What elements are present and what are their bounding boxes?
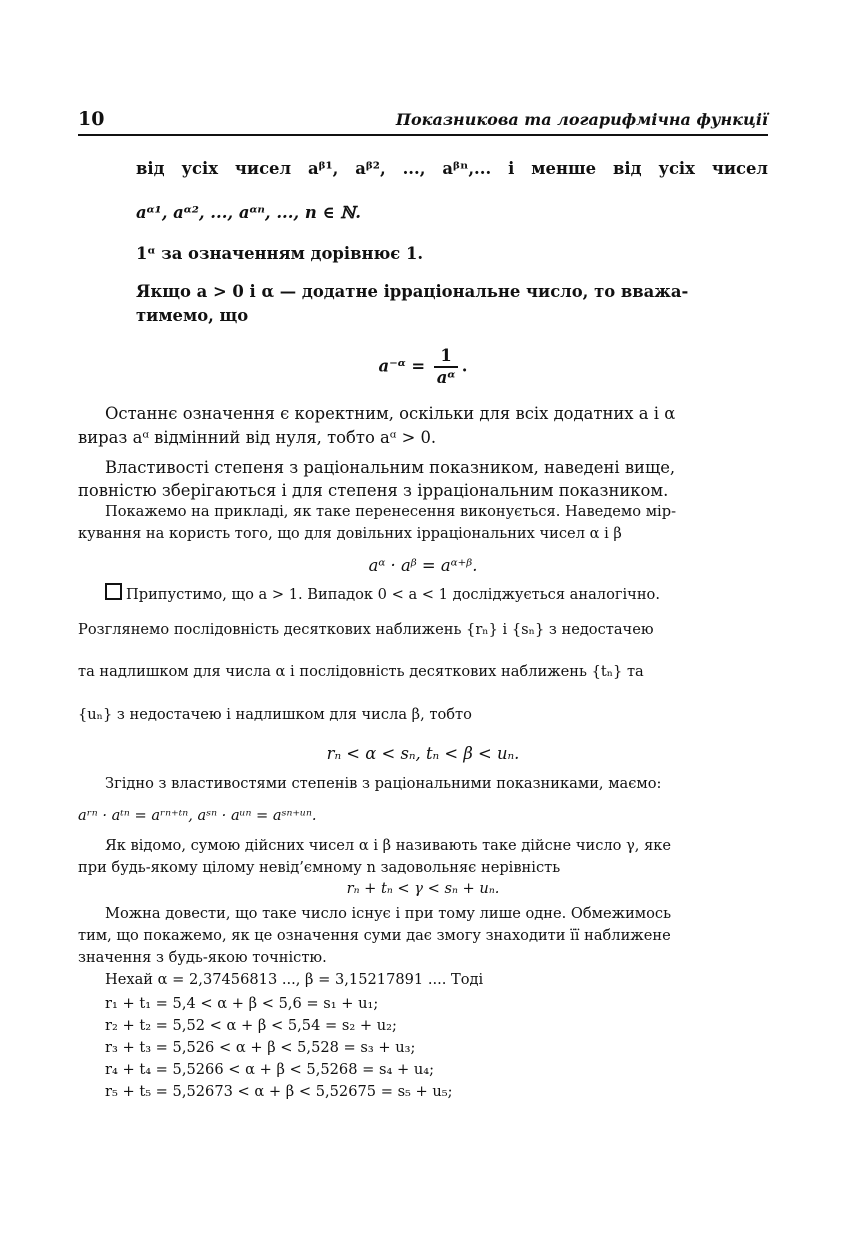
running-title: Показникова та логарифмічна функції [395, 110, 768, 129]
text-line: Покажемо на прикладі, як таке перенесення виконується. Наведемо мір- [105, 503, 676, 520]
formula-product: aᵅ · aᵝ = aᵅ⁺ᵝ. [368, 556, 478, 575]
fraction [434, 346, 457, 388]
proof-text: Припустимо, що a > 1. Випадок 0 < a < 1 досліджується аналогічно. [126, 586, 660, 603]
text-line: Якщо a > 0 і α — додатне ірраціональне число, то вважа- [136, 282, 689, 301]
approx-line: r₂ + t₂ = 5,52 < α + β < 5,54 = s₂ + u₂; [105, 1017, 397, 1034]
proof-start-icon [105, 583, 122, 600]
fraction-denominator: aᵅ [436, 368, 456, 387]
text-line: вираз aᵅ відмінний від нуля, тобто aᵅ > 0. [78, 428, 437, 447]
text-line: при будь-якому цілому невід’ємному n задовольняє нерівність [78, 859, 561, 876]
text-line: від усіх чисел aᵝ¹, aᵝ², ..., aᵝⁿ,... і менше від усіх чисел [136, 159, 768, 178]
page-number: 10 [78, 108, 105, 130]
text-line: та надлишком для числа α і послідовність десяткових наближень {tₙ} та [78, 663, 644, 680]
formula-bounds: rₙ < α < sₙ, tₙ < β < uₙ. [326, 744, 520, 763]
text-line: повністю зберігаються і для степеня з ірраціональним показником. [78, 481, 669, 500]
text-line: значення з будь-якою точністю. [78, 949, 327, 966]
formula-lhs: a⁻ᵅ = [378, 356, 426, 376]
text-line: Нехай α = 2,37456813 ..., β = 3,15217891 .... Тоді [105, 971, 484, 988]
formula-reciprocal: a⁻ᵅ = $\frac{1}{\text{aᵅ}}$ . [378, 346, 468, 387]
text-line: Розглянемо послідовність десяткових наближень {rₙ} і {sₙ} з недостачею [78, 621, 654, 638]
page-header [78, 106, 768, 136]
text-line: {uₙ} з недостачею і надлишком для числа β, тобто [78, 706, 472, 723]
text-line: Можна довести, що таке число існує і при тому лише одне. Обмежимось [105, 905, 672, 922]
text-line: aᵅ¹, aᵅ², ..., aᵅⁿ, ..., n ∈ ℕ. [136, 203, 361, 222]
formula-powers: aʳⁿ · aᵗⁿ = aʳⁿ⁺ᵗⁿ, aˢⁿ · aᵘⁿ = aˢⁿ⁺ᵘⁿ. [78, 807, 317, 824]
text-line: тим, що покажемо, як це означення суми дає змогу знаходити її наближене [78, 927, 671, 944]
text-line: Згідно з властивостями степенів з раціональними показниками, маємо: [105, 775, 662, 792]
text-line: кування на користь того, що для довільних ірраціональних чисел α і β [78, 525, 622, 542]
text-line: 1ᵅ за означенням дорівнює 1. [136, 244, 424, 263]
formula-sum-bounds: rₙ + tₙ < γ < sₙ + uₙ. [346, 880, 500, 897]
text-line: Властивості степеня з раціональним показником, наведені вище, [105, 458, 676, 477]
text-line: Останнє означення є коректним, оскільки для всіх додатних a і α [105, 404, 676, 423]
text-line: тимемо, що [136, 306, 249, 325]
approx-line: r₃ + t₃ = 5,526 < α + β < 5,528 = s₃ + u₃; [105, 1039, 416, 1056]
text-line: Як відомо, сумою дійсних чисел α і β називають таке дійсне число γ, яке [105, 837, 672, 854]
approx-line: r₁ + t₁ = 5,4 < α + β < 5,6 = s₁ + u₁; [105, 995, 379, 1012]
fraction-numerator: 1 [434, 346, 457, 368]
proof-line [105, 583, 768, 605]
approx-line: r₅ + t₅ = 5,52673 < α + β < 5,52675 = s₅ + u₅; [105, 1083, 453, 1100]
approx-line: r₄ + t₄ = 5,5266 < α + β < 5,5268 = s₄ + u₄; [105, 1061, 435, 1078]
